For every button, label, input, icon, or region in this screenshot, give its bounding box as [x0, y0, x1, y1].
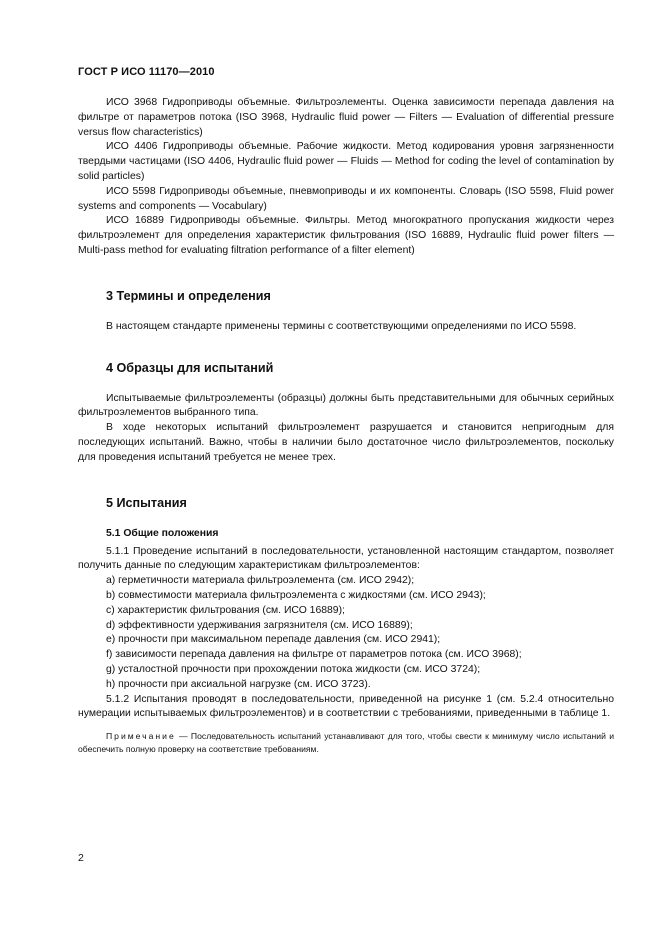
characteristics-list: [78, 574, 614, 692]
normative-references: [78, 96, 614, 259]
list-item: h) прочности при аксиальной нагрузке (см. ИСО 3723).: [106, 678, 371, 690]
reference-iso-16889: ИСО 16889 Гидроприводы объемные. Фильтры. Метод многократного пропускания жидкости через фильтроэлемент для определения характеристик фильтрования (ISO 16889, Hydraulic fluid power filters — Multi-pass method for evaluating filtration performance of a filter element): [78, 215, 614, 256]
document-header: ГОСТ Р ИСО 11170—2010: [78, 66, 215, 78]
reference-iso-5598: ИСО 5598 Гидроприводы объемные, пневмоприводы и их компоненты. Словарь (ISO 5598, Fluid power systems and components — Vocabulary): [78, 185, 614, 212]
section-5-heading: 5 Испытания: [106, 495, 187, 510]
list-item: a) герметичности материала фильтроэлемента (см. ИСО 2942);: [106, 575, 415, 587]
page-number: 2: [78, 852, 84, 864]
section-4-paragraph: Испытываемые фильтроэлементы (образцы) должны быть представительными для обычных серийных фильтроэлементов выбранного типа.: [78, 392, 614, 419]
reference-iso-4406: ИСО 4406 Гидроприводы объемные. Рабочие жидкости. Метод кодирования уровня загрязненности твердыми частицами (ISO 4406, Hydraulic fluid power — Fluids — Method for coding the level of contamination by solid particles): [78, 141, 614, 182]
note-text: — Последовательность испытаний устанавливают для того, чтобы свести к минимуму число испытаний и обеспечить полную проверку на соответствие требованиям.: [78, 731, 614, 754]
section-3-heading: 3 Термины и определения: [106, 288, 271, 303]
paragraph-5-1-2: 5.1.2 Испытания проводят в последовательности, приведенной на рисунке 1 (см. 5.2.4 относительно нумерации испытываемых фильтроэлементов) и в соответствии с требованиями, приведенными в таблице 1.: [78, 693, 614, 720]
reference-iso-3968: ИСО 3968 Гидроприводы объемные. Фильтроэлементы. Оценка зависимости перепада давления на фильтре от параметров потока (ISO 3968, Hydraulic fluid power — Filters — Evaluation of differential pressure versus flow characteristics): [78, 97, 614, 138]
list-item: b) совместимости материала фильтроэлемента с жидкостями (см. ИСО 2943);: [106, 589, 486, 601]
note: [78, 730, 614, 755]
document-body: [78, 96, 614, 755]
list-item: g) усталостной прочности при прохождении потока жидкости (см. ИСО 3724);: [106, 663, 481, 675]
list-item: d) эффективности удерживания загрязнителя (см. ИСО 16889);: [106, 619, 413, 631]
section-4-paragraph: В ходе некоторых испытаний фильтроэлемент разрушается и становится непригодным для последующих испытаний. Важно, чтобы в наличии было достаточное число фильтроэлементов, поскольку для проведения испытаний требуется не менее трех.: [78, 422, 614, 463]
list-item: e) прочности при максимальном перепаде давления (см. ИСО 2941);: [106, 634, 441, 646]
list-item: c) характеристик фильтрования (см. ИСО 16889);: [106, 604, 345, 616]
subsection-5-1-heading: 5.1 Общие положения: [106, 527, 219, 539]
section-4-heading: 4 Образцы для испытаний: [106, 360, 274, 375]
list-item: f) зависимости перепада давления на фильтре от параметров потока (см. ИСО 3968);: [106, 649, 522, 661]
note-label: Примечание: [106, 731, 176, 742]
section-3-text: В настоящем стандарте применены термины с соответствующими определениями по ИСО 5598.: [106, 320, 577, 332]
paragraph-5-1-1: 5.1.1 Проведение испытаний в последовательности, установленной настоящим стандартом, позволяет получить данные по следующим характеристикам фильтроэлементов:: [78, 545, 614, 572]
